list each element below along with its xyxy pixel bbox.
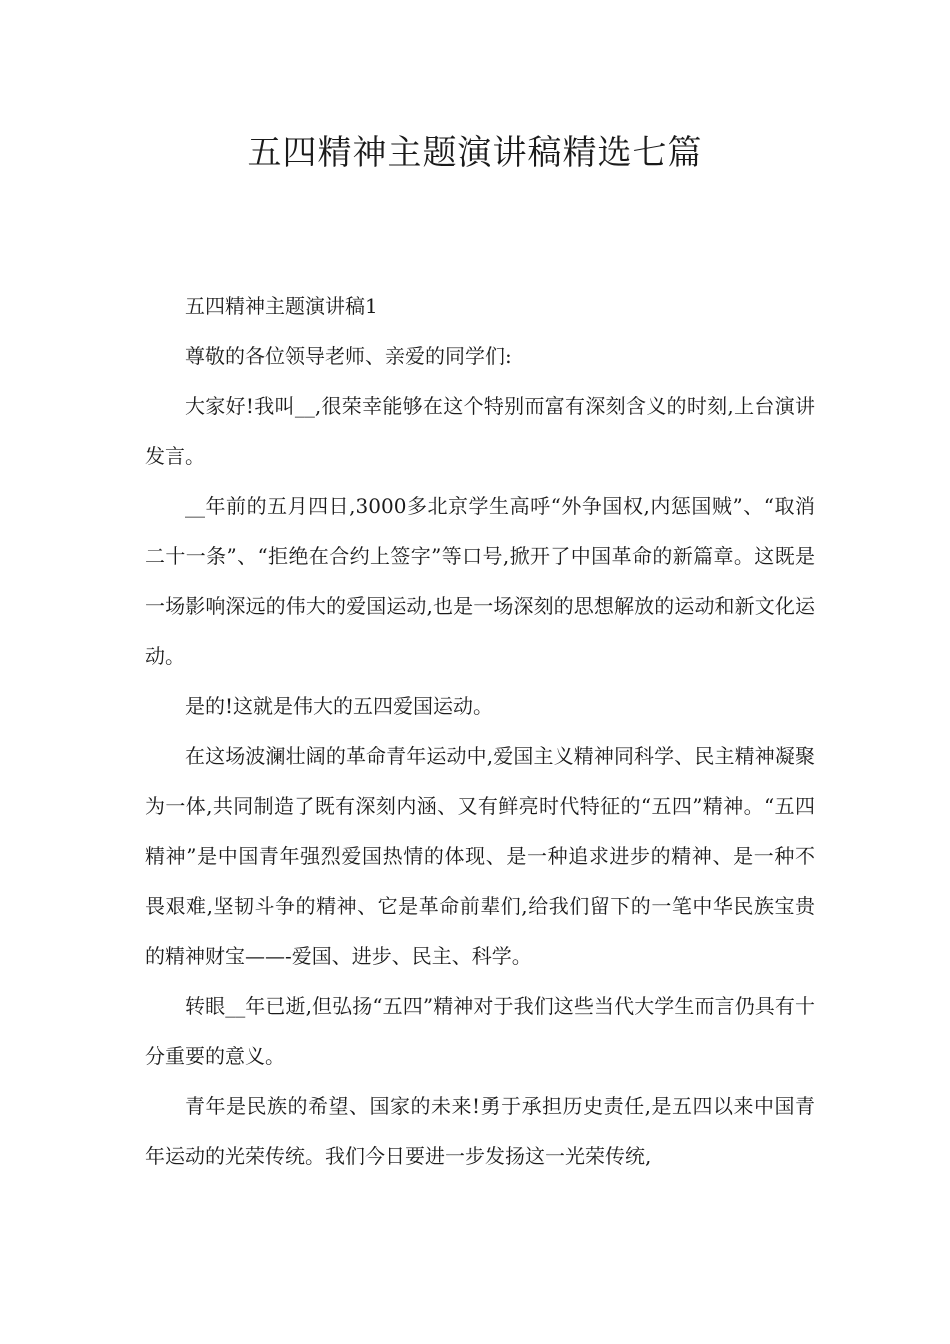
paragraph-section-heading: 五四精神主题演讲稿1: [185, 294, 378, 318]
paragraph-history: __年前的五月四日,3000多北京学生高呼“外争国权,内惩国贼”、“取消二十一条”、“拒绝在合约上签字”等口号,掀开了中国革命的新篇章。这既是一场影响深远的伟大的爱国运动,也是一场深刻的思想解放的运动和新文化运动。: [145, 494, 815, 668]
paragraph-greeting: 大家好!我叫__,很荣幸能够在这个特别而富有深刻含义的时刻,上台演讲发言。: [145, 394, 815, 468]
paragraph-significance: 转眼__年已逝,但弘扬“五四”精神对于我们这些当代大学生而言仍具有十分重要的意义。: [145, 994, 815, 1068]
paragraph-salutation: 尊敬的各位领导老师、亲爱的同学们:: [185, 344, 512, 368]
document-body: [145, 281, 815, 1181]
document-title: 五四精神主题演讲稿精选七篇: [247, 133, 703, 173]
paragraph-youth: 青年是民族的希望、国家的未来!勇于承担历史责任,是五四以来中国青年运动的光荣传统。我们今日要进一步发扬这一光荣传统,: [145, 1094, 815, 1168]
paragraph-spirit: 在这场波澜壮阔的革命青年运动中,爱国主义精神同科学、民主精神凝聚为一体,共同制造了既有深刻内涵、又有鲜亮时代特征的“五四”精神。“五四精神”是中国青年强烈爱国热情的体现、是一种追求进步的精神、是一种不畏艰难,坚韧斗争的精神、它是革命前辈们,给我们留下的一笔中华民族宝贵的精神财宝——-爱国、进步、民主、科学。: [145, 744, 815, 968]
paragraph-affirmation: 是的!这就是伟大的五四爱国运动。: [185, 694, 494, 718]
